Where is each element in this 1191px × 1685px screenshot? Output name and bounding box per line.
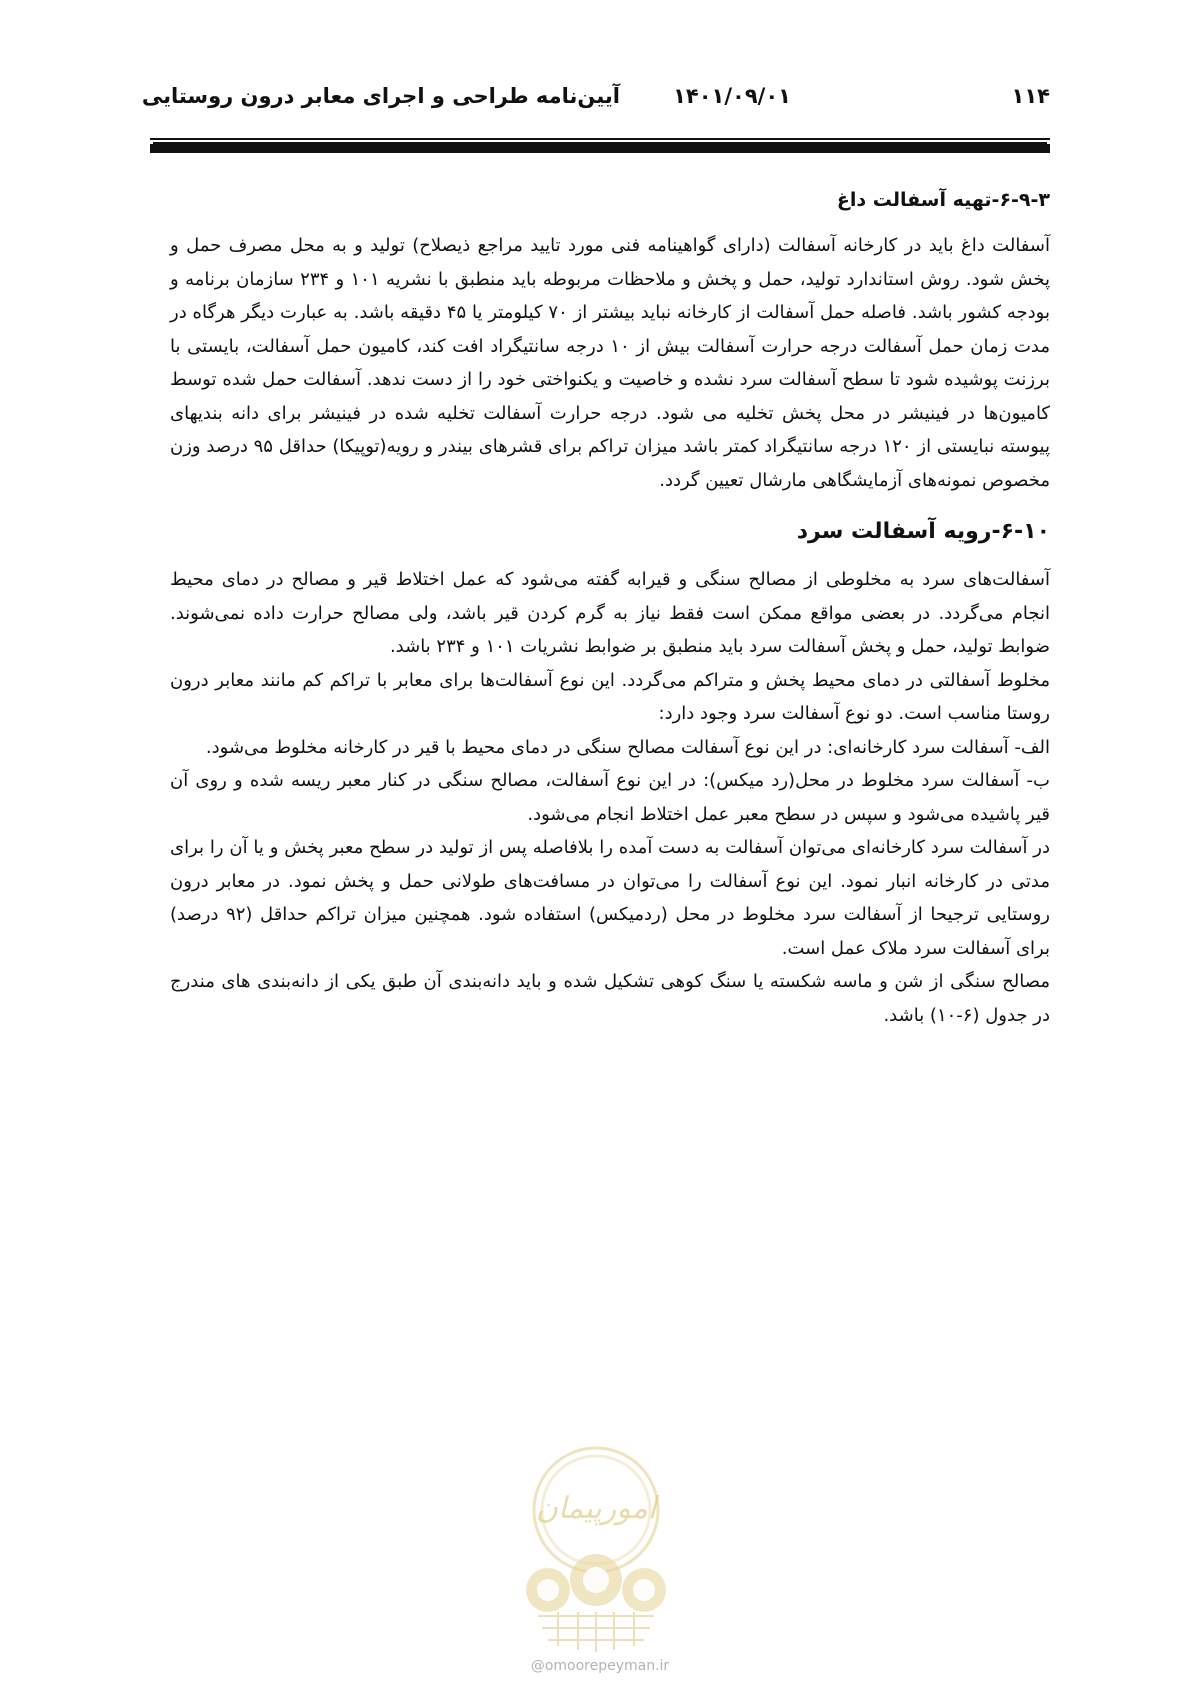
paragraph-road-mix: ب- آسفالت سرد مخلوط در محل(رد میکس): در این نوع آسفالت، مصالح سنگی در کنار معبر ریسه شده و روی آن قیر پاشیده می‌شود و سپس در سطح معبر عمل اختلاط انجام می‌شود. xyxy=(170,770,1050,825)
logo-emblem-icon xyxy=(508,1440,684,1654)
header-divider xyxy=(150,144,1050,153)
watermark-handle: @omoorepeyman.ir xyxy=(530,1658,670,1674)
watermark-logo xyxy=(508,1440,684,1654)
page-header xyxy=(141,84,1050,120)
paragraph-cold-asphalt-usage: مخلوط آسفالتی در دمای محیط پخش و متراکم می‌گردد. این نوع آسفالت‌ها برای معابر با تراکم کم مانند معابر درون روستا مناسب است. دو نوع آسفالت سرد وجود دارد: xyxy=(170,669,1050,724)
header-divider-thin xyxy=(150,138,1050,140)
paragraph-cold-asphalt-definition: آسفالت‌های سرد به مخلوطی از مصالح سنگی و قیرابه گفته می‌شود که عمل اختلاط قیر و مصالح در دمای محیط انجام می‌گردد. در بعضی مواقع ممکن است فقط نیاز به گرم کردن قیر باشد، ولی مصالح حرارت داده نمی‌شوند. ضوابط تولید، حمل و پخش آسفالت سرد باید منطبق بر ضوابط نشریات ۱۰۱ و ۲۳۴ باشد. xyxy=(170,569,1050,657)
header-title: آیین‌نامه طراحی و اجرای معابر درون روستایی xyxy=(141,84,620,108)
header-date: ۱۴۰۱/۰۹/۰۱ xyxy=(673,84,791,108)
section-heading-6-9-3: ۶-۹-۳-تهیه آسفالت داغ xyxy=(836,189,1050,211)
page-number: ۱۱۴ xyxy=(1011,84,1050,108)
section-heading-6-10: ۶-۱۰-رویه آسفالت سرد xyxy=(796,519,1050,544)
page-body xyxy=(170,185,1050,1032)
paragraph-hot-asphalt: آسفالت داغ باید در کارخانه آسفالت (دارای گواهینامه فنی مورد تایید مراجع ذیصلاح) تولید و به محل مصرف حمل و پخش شود. روش استاندارد تولید، حمل و پخش و ملاحظات مربوطه باید منطبق با نشریه ۱۰۱ و ۲۳۴ سازمان برنامه و بودجه کشور باشد. فاصله حمل آسفالت از کارخانه نباید بیشتر از ۷۰ کیلومتر یا ۴۵ دقیقه باشد. به عبارت دیگر هرگاه در مدت زمان حمل آسفالت درجه حرارت آسفالت بیش از ۱۰ درجه سانتیگراد افت کند، کامیون حمل آسفالت، بایستی با برزنت پوشیده شود تا سطح آسفالت سرد نشده و خاصیت و یکنواختی خود را از دست ندهد. آسفالت حمل شده توسط کامیون‌ها در فینیشر در محل پخش تخلیه می شود. درجه حرارت آسفالت تخلیه شده در فینیشر برای دانه بندیهای پیوسته نبایستی از ۱۲۰ درجه سانتیگراد کمتر باشد میزان تراکم برای قشرهای بیندر و رویه(توپیکا) حداقل ۹۵ درصد وزن مخصوص نمونه‌های آزمایشگاهی مارشال تعیین گردد. xyxy=(170,235,1050,491)
paragraph-plant-mix: الف- آسفالت سرد کارخانه‌ای: در این نوع آسفالت مصالح سنگی در دمای محیط با قیر در کارخانه مخلوط می‌شود. xyxy=(205,736,1050,758)
paragraph-plant-mix-storage: در آسفالت سرد کارخانه‌ای می‌توان آسفالت به دست آمده را بلافاصله پس از تولید در سطح معبر پخش و یا آن را برای مدتی در کارخانه انبار نمود. این نوع آسفالت را می‌توان در مسافت‌های طولانی حمل و پخش نمود. در معابر درون روستایی ترجیحا از آسفالت سرد مخلوط در محل (ردمیکس) استفاده شود. همچنین میزان تراکم حداقل (۹۲ درصد) برای آسفالت سرد ملاک عمل است. xyxy=(170,837,1050,959)
logo-text: امورپیمان xyxy=(535,1491,657,1526)
paragraph-aggregates: مصالح سنگی از شن و ماسه شکسته یا سنگ کوهی تشکیل شده و باید دانه‌بندی آن طبق یکی از دانه‌بندی های مندرج در جدول (۶-۱۰) باشد. xyxy=(170,971,1050,1026)
